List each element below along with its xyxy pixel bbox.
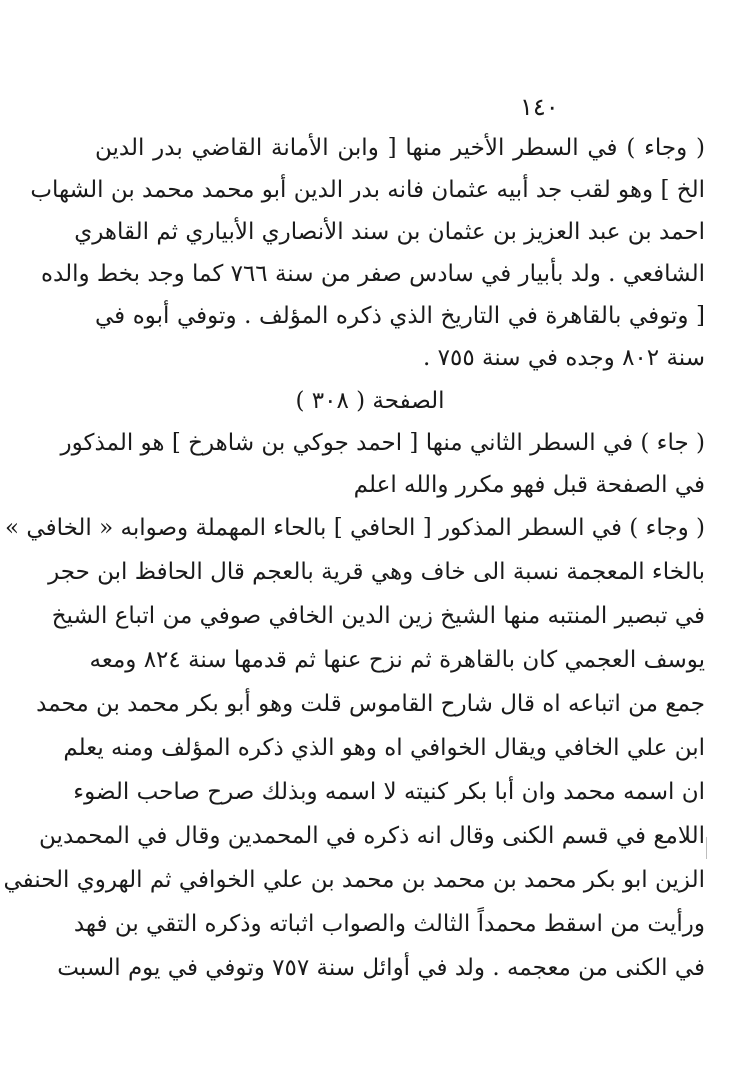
paragraph-line: بالخاء المعجمة نسبة الى خاف وهي قرية بالعجم قال الحافظ ابن حجر — [48, 559, 705, 585]
section-heading: الصفحة ( ٣٠٨ ) — [295, 388, 445, 414]
paragraph-line: اللامع في قسم الكنى وقال انه ذكره في المحمدين وقال في المحمدين — [39, 823, 705, 849]
margin-mark — [706, 837, 707, 859]
paragraph-line: ورأيت من اسقط محمداً الثالث والصواب اثباته وذكره التقي بن فهد — [73, 911, 705, 937]
paragraph-line: جمع من اتباعه اه قال شارح القاموس قلت وهو أبو بكر محمد بن محمد — [36, 691, 705, 717]
paragraph-line: في الصفحة قبل فهو مكرر والله اعلم — [353, 472, 705, 498]
paragraph-line: الزين ابو بكر محمد بن محمد بن محمد بن علي الخوافي ثم الهروي الحنفي — [3, 867, 705, 893]
paragraph-line: ان اسمه محمد وان أبا بكر كنيته لا اسمه وبذلك صرح صاحب الضوء — [73, 779, 705, 805]
paragraph-line: في الكنى من معجمه . ولد في أوائل سنة ٧٥٧ وتوفي في يوم السبت — [57, 955, 705, 981]
paragraph-line: الشافعي . ولد بأبيار في سادس صفر من سنة ٧٦٦ كما وجد بخط والده — [40, 261, 705, 287]
paragraph-line: الخ ] وهو لقب جد أبيه عثمان فانه بدر الدين أبو محمد محمد بن الشهاب — [30, 177, 705, 203]
paragraph-line: ( وجاء ) في السطر الأخير منها [ وابن الأمانة القاضي بدر الدين — [95, 135, 705, 161]
paragraph-line: يوسف العجمي كان بالقاهرة ثم نزح عنها ثم قدمها سنة ٨٢٤ ومعه — [89, 647, 705, 673]
paragraph-line: [ وتوفي بالقاهرة في التاريخ الذي ذكره المؤلف . وتوفي أبوه في — [95, 303, 705, 329]
page-number: ١٤٠ — [520, 93, 559, 121]
paragraph-line: في تبصير المنتبه منها الشيخ زين الدين الخافي صوفي من اتباع الشيخ — [51, 603, 705, 629]
paragraph-line: ابن علي الخافي ويقال الخوافي اه وهو الذي ذكره المؤلف ومنه يعلم — [63, 735, 705, 761]
paragraph-line: ( جاء ) في السطر الثاني منها [ احمد جوكي بن شاهرخ ] هو المذكور — [60, 430, 705, 456]
paragraph-line: ( وجاء ) في السطر المذكور [ الحافي ] بالحاء المهملة وصوابه « الخافي » — [5, 515, 705, 541]
paragraph-line: احمد بن عبد العزيز بن عثمان بن سند الأنصاري الأبياري ثم القاهري — [74, 219, 705, 245]
paragraph-line: سنة ٨٠٢ وجده في سنة ٧٥٥ . — [422, 345, 705, 371]
